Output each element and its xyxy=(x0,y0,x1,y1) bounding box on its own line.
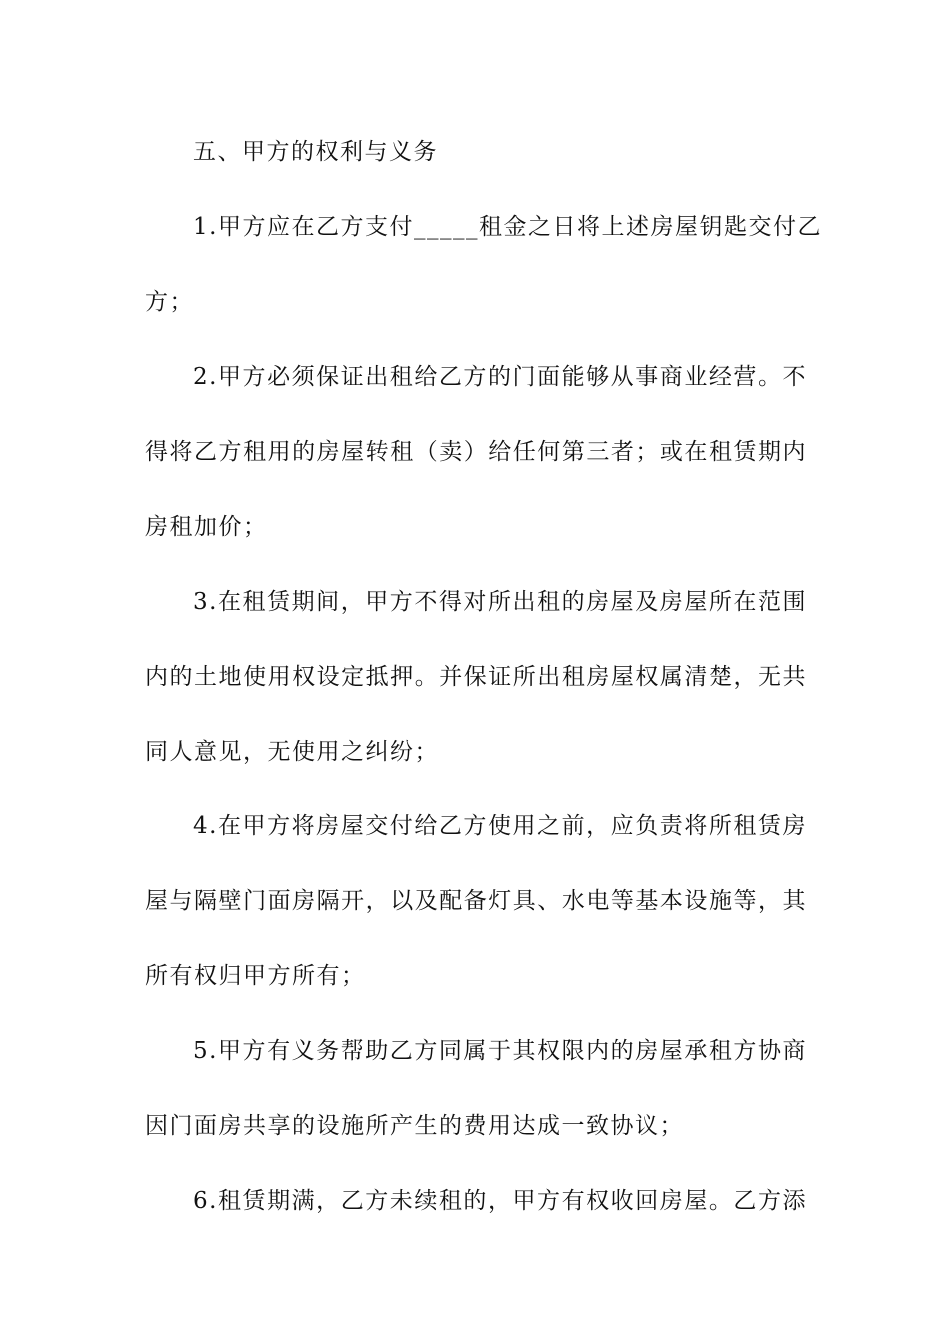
clause-2-line-2: 得将乙方租用的房屋转租（卖）给任何第三者；或在租赁期内 xyxy=(145,439,807,465)
clause-5-line-1: 5.甲方有义务帮助乙方同属于其权限内的房屋承租方协商 xyxy=(193,1038,807,1064)
clause-3-line-1: 3.在租赁期间，甲方不得对所出租的房屋及房屋所在范围 xyxy=(193,589,807,615)
clause-4-line-3: 所有权归甲方所有； xyxy=(145,963,366,989)
clause-3-line-3: 同人意见，无使用之纠纷； xyxy=(145,739,439,765)
clause-5-line-2: 因门面房共享的设施所产生的费用达成一致协议； xyxy=(145,1113,684,1139)
clause-4-line-2: 屋与隔壁门面房隔开，以及配备灯具、水电等基本设施等，其 xyxy=(145,888,807,914)
clause-3-line-2: 内的土地使用权设定抵押。并保证所出租房屋权属清楚，无共 xyxy=(145,664,807,690)
clause-2-line-1: 2.甲方必须保证出租给乙方的门面能够从事商业经营。不 xyxy=(193,364,807,390)
clause-6-line-1: 6.租赁期满，乙方未续租的，甲方有权收回房屋。乙方添 xyxy=(193,1188,807,1214)
clause-1-line-2: 方； xyxy=(145,289,194,315)
clause-1-line-1: 1.甲方应在乙方支付_____租金之日将上述房屋钥匙交付乙 xyxy=(193,214,822,240)
clause-4-line-1: 4.在甲方将房屋交付给乙方使用之前，应负责将所租赁房 xyxy=(193,813,807,839)
clause-2-line-3: 房租加价； xyxy=(145,514,268,540)
section-heading: 五、甲方的权利与义务 xyxy=(193,139,438,165)
